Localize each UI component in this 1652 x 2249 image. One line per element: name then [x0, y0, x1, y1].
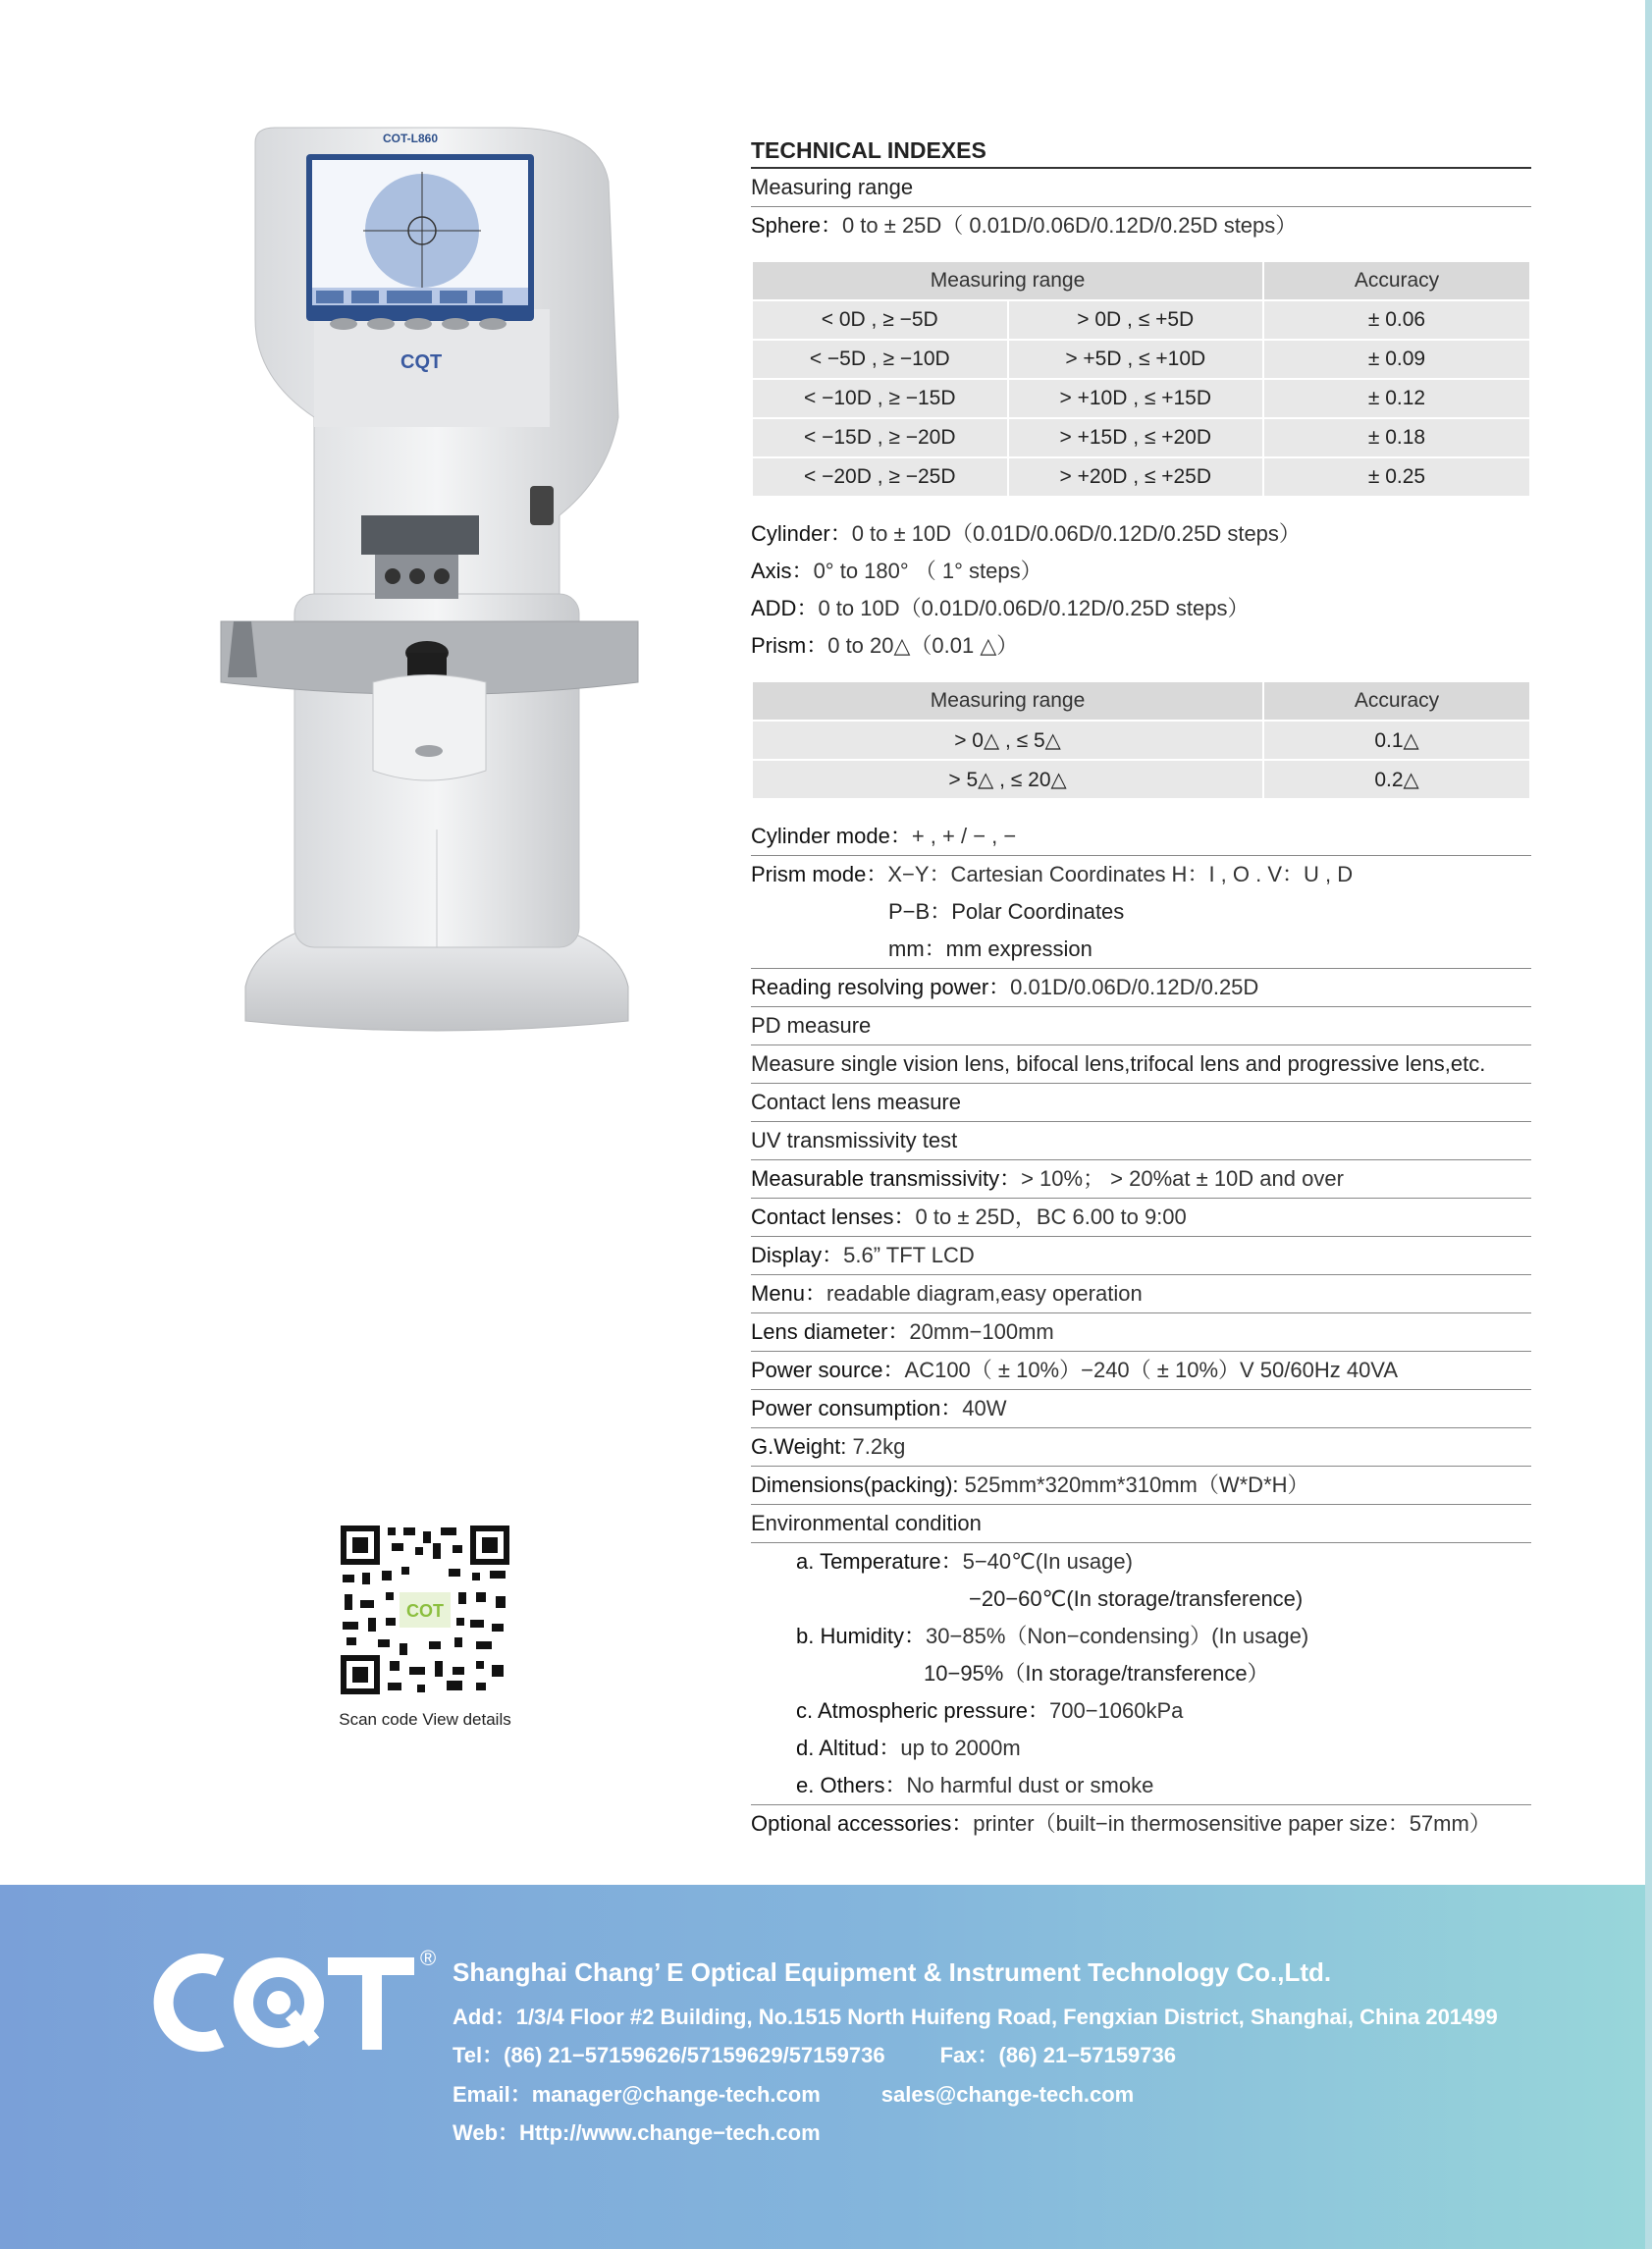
contact-lenses-label: Contact lenses：: [751, 1205, 916, 1229]
table-row: [752, 457, 1530, 497]
altitude-value: up to 2000m: [900, 1736, 1021, 1760]
power-source-row: [751, 1352, 1531, 1390]
email-link[interactable]: Email：manager@change-tech.com: [453, 2082, 821, 2107]
table-cell: < −5D , ≥ −10D: [752, 340, 1008, 379]
cylinder-mode-value: + , + / − , −: [911, 824, 1017, 848]
transmissivity-row: [751, 1160, 1531, 1199]
dimensions-row: [751, 1467, 1531, 1505]
optional-accessories-label: Optional accessories：: [751, 1811, 974, 1836]
table-cell: 0.1△: [1263, 721, 1530, 760]
company-footer: [0, 1885, 1645, 2249]
menu-value: readable diagram,easy operation: [826, 1281, 1143, 1306]
company-phone: [453, 2039, 1176, 2069]
prism-row: [751, 627, 1531, 665]
axis-row: [751, 553, 1531, 590]
transmissivity-label: Measurable transmissivity：: [751, 1166, 1022, 1191]
humidity-storage: 10−95%（In storage/transference）: [924, 1661, 1269, 1686]
add-value: 0 to 10D（0.01D/0.06D/0.12D/0.25D steps）: [818, 596, 1250, 620]
table-row: [752, 760, 1530, 799]
table-cell: > 0△ , ≤ 5△: [752, 721, 1263, 760]
sphere-value: 0 to ± 25D（ 0.01D/0.06D/0.12D/0.25D steps）: [841, 213, 1298, 238]
others-value: No harmful dust or smoke: [906, 1773, 1154, 1797]
contact-lenses-value: 0 to ± 25D，BC 6.00 to 9:00: [915, 1205, 1187, 1229]
table-header-cell: Measuring range: [752, 681, 1263, 721]
prism-mode-value: X−Y：Cartesian Coordinates H：I , O . V：U , D: [887, 862, 1354, 886]
power-consumption-value: 40W: [962, 1396, 1007, 1420]
table-cell: ± 0.12: [1263, 379, 1530, 418]
contact-lens-measure-row: Contact lens measure: [751, 1084, 1531, 1122]
product-model-label: COT-L860: [383, 132, 439, 145]
lens-diameter-label: Lens diameter：: [751, 1319, 910, 1344]
table-cell: > +5D , ≤ +10D: [1008, 340, 1264, 379]
table-cell: ± 0.06: [1263, 300, 1530, 340]
pd-measure-row: PD measure: [751, 1007, 1531, 1045]
temperature-row: [751, 1543, 1531, 1580]
table-cell: > +15D , ≤ +20D: [1008, 418, 1264, 457]
temperature-value: 5−40℃(In usage): [962, 1549, 1133, 1574]
qr-caption: Scan code View details: [339, 1710, 511, 1729]
pressure-value: 700−1060kPa: [1049, 1698, 1184, 1723]
table-cell: ± 0.18: [1263, 418, 1530, 457]
table-header-cell: Accuracy: [1263, 261, 1530, 300]
altitude-row: [751, 1730, 1531, 1767]
table-header-row: [752, 681, 1530, 721]
table-row: [752, 721, 1530, 760]
transmissivity-value: > 10%； > 20%at ± 10D and over: [1021, 1166, 1344, 1191]
reading-power-value: 0.01D/0.06D/0.12D/0.25D: [1010, 975, 1259, 999]
table-cell: > +20D , ≤ +25D: [1008, 457, 1264, 497]
others-row: [751, 1767, 1531, 1805]
pressure-label: c. Atmospheric pressure：: [796, 1698, 1049, 1723]
sales-email-link[interactable]: sales@change-tech.com: [880, 2082, 1135, 2107]
table-header-row: [752, 261, 1530, 300]
optional-accessories-row: [751, 1805, 1531, 1843]
power-consumption-label: Power consumption：: [751, 1396, 963, 1420]
display-value: 5.6” TFT LCD: [843, 1243, 975, 1267]
fax-text: Fax：(86) 21−57159736: [939, 2043, 1176, 2067]
table-cell: > +10D , ≤ +15D: [1008, 379, 1264, 418]
humidity-label: b. Humidity：: [796, 1624, 927, 1648]
specs-heading: TECHNICAL INDEXES: [751, 134, 1531, 169]
display-label: Display：: [751, 1243, 844, 1267]
prism-value: 0 to 20△（0.01 △）: [827, 633, 1019, 658]
weight-row: [751, 1428, 1531, 1467]
environment-title: Environmental condition: [751, 1505, 1531, 1543]
registered-mark: ®: [420, 1946, 437, 1970]
temperature-storage: −20−60℃(In storage/transference): [969, 1586, 1304, 1611]
company-email: [453, 2078, 1134, 2109]
prism-accuracy-table: [751, 680, 1531, 800]
others-label: e. Others：: [796, 1773, 907, 1797]
add-row: [751, 590, 1531, 627]
table-cell: < −15D , ≥ −20D: [752, 418, 1008, 457]
table-row: [752, 300, 1530, 340]
table-cell: < −20D , ≥ −25D: [752, 457, 1008, 497]
qr-code[interactable]: [339, 1524, 511, 1696]
menu-label: Menu：: [751, 1281, 827, 1306]
table-cell: < −10D , ≥ −15D: [752, 379, 1008, 418]
company-address: Add：1/3/4 Floor #2 Building, No.1515 North Huifeng Road, Fengxian District, Shanghai, China 201499: [453, 2005, 1498, 2029]
prism-mode-polar: P−B：Polar Coordinates: [888, 899, 1125, 924]
table-cell: > 0D , ≤ +5D: [1008, 300, 1264, 340]
sphere-accuracy-table: [751, 260, 1531, 498]
table-cell: > 5△ , ≤ 20△: [752, 760, 1263, 799]
add-label: ADD：: [751, 596, 819, 620]
axis-label: Axis：: [751, 559, 814, 583]
uv-test-row: UV transmissivity test: [751, 1122, 1531, 1160]
table-cell: < 0D , ≥ −5D: [752, 300, 1008, 340]
sphere-row: [751, 207, 1531, 244]
product-brand-label: CQT: [400, 351, 443, 373]
pressure-row: [751, 1692, 1531, 1730]
company-web-link[interactable]: Web：Http://www.change−tech.com: [453, 2120, 821, 2145]
altitude-label: d. Altitud：: [796, 1736, 901, 1760]
power-consumption-row: [751, 1390, 1531, 1428]
qr-logo-text: COT: [406, 1601, 444, 1621]
table-row: [752, 379, 1530, 418]
company-name: Shanghai Chang’ E Optical Equipment & Instrument Technology Co.,Ltd.: [453, 1957, 1332, 1987]
lens-types-row: Measure single vision lens, bifocal lens,trifocal lens and progressive lens,etc.: [751, 1045, 1531, 1084]
optional-accessories-value: printer（built−in thermosensitive paper size：57mm）: [973, 1811, 1491, 1836]
prism-mode-row: [751, 856, 1531, 893]
table-row: [752, 418, 1530, 457]
table-cell: ± 0.25: [1263, 457, 1530, 497]
lensmeter-product-image: [216, 123, 643, 1065]
lens-diameter-value: 20mm−100mm: [909, 1319, 1054, 1344]
reading-power-row: [751, 969, 1531, 1007]
cylinder-mode-row: [751, 818, 1531, 856]
cylinder-mode-label: Cylinder mode：: [751, 824, 912, 848]
weight-value: 7.2kg: [852, 1434, 906, 1459]
lens-diameter-row: [751, 1313, 1531, 1352]
table-cell: 0.2△: [1263, 760, 1530, 799]
table-row: [752, 340, 1530, 379]
menu-row: [751, 1275, 1531, 1313]
right-edge-stripe: [1645, 0, 1652, 2249]
cylinder-value: 0 to ± 10D（0.01D/0.06D/0.12D/0.25D steps）: [851, 521, 1301, 546]
power-source-label: Power source：: [751, 1358, 905, 1382]
prism-mode-label: Prism mode：: [751, 862, 888, 886]
weight-label: G.Weight:: [751, 1434, 847, 1459]
prism-mode-mm: mm：mm expression: [751, 931, 1531, 969]
dimensions-label: Dimensions(packing):: [751, 1473, 959, 1497]
table-header-cell: Accuracy: [1263, 681, 1530, 721]
humidity-row: [751, 1618, 1531, 1655]
table-cell: ± 0.09: [1263, 340, 1530, 379]
cqt-logo: [149, 1944, 424, 2062]
dimensions-value: 525mm*320mm*310mm（W*D*H）: [964, 1473, 1309, 1497]
power-source-value: AC100（ ± 10%）−240（ ± 10%）V 50/60Hz 40VA: [904, 1358, 1399, 1382]
technical-specifications: [751, 134, 1531, 1843]
cylinder-label: Cylinder：: [751, 521, 852, 546]
axis-value: 0° to 180° （ 1° steps）: [813, 559, 1042, 583]
contact-lenses-row: [751, 1199, 1531, 1237]
measuring-range-title: Measuring range: [751, 169, 1531, 207]
table-header-cell: Measuring range: [752, 261, 1263, 300]
display-row: [751, 1237, 1531, 1275]
temperature-label: a. Temperature：: [796, 1549, 963, 1574]
prism-label: Prism：: [751, 633, 828, 658]
reading-power-label: Reading resolving power：: [751, 975, 1011, 999]
humidity-value: 30−85%（Non−condensing）(In usage): [926, 1624, 1309, 1648]
phone-text: Tel：(86) 21−57159626/57159629/57159736: [453, 2043, 885, 2067]
cylinder-row: [751, 515, 1531, 553]
sphere-label: Sphere：: [751, 213, 842, 238]
